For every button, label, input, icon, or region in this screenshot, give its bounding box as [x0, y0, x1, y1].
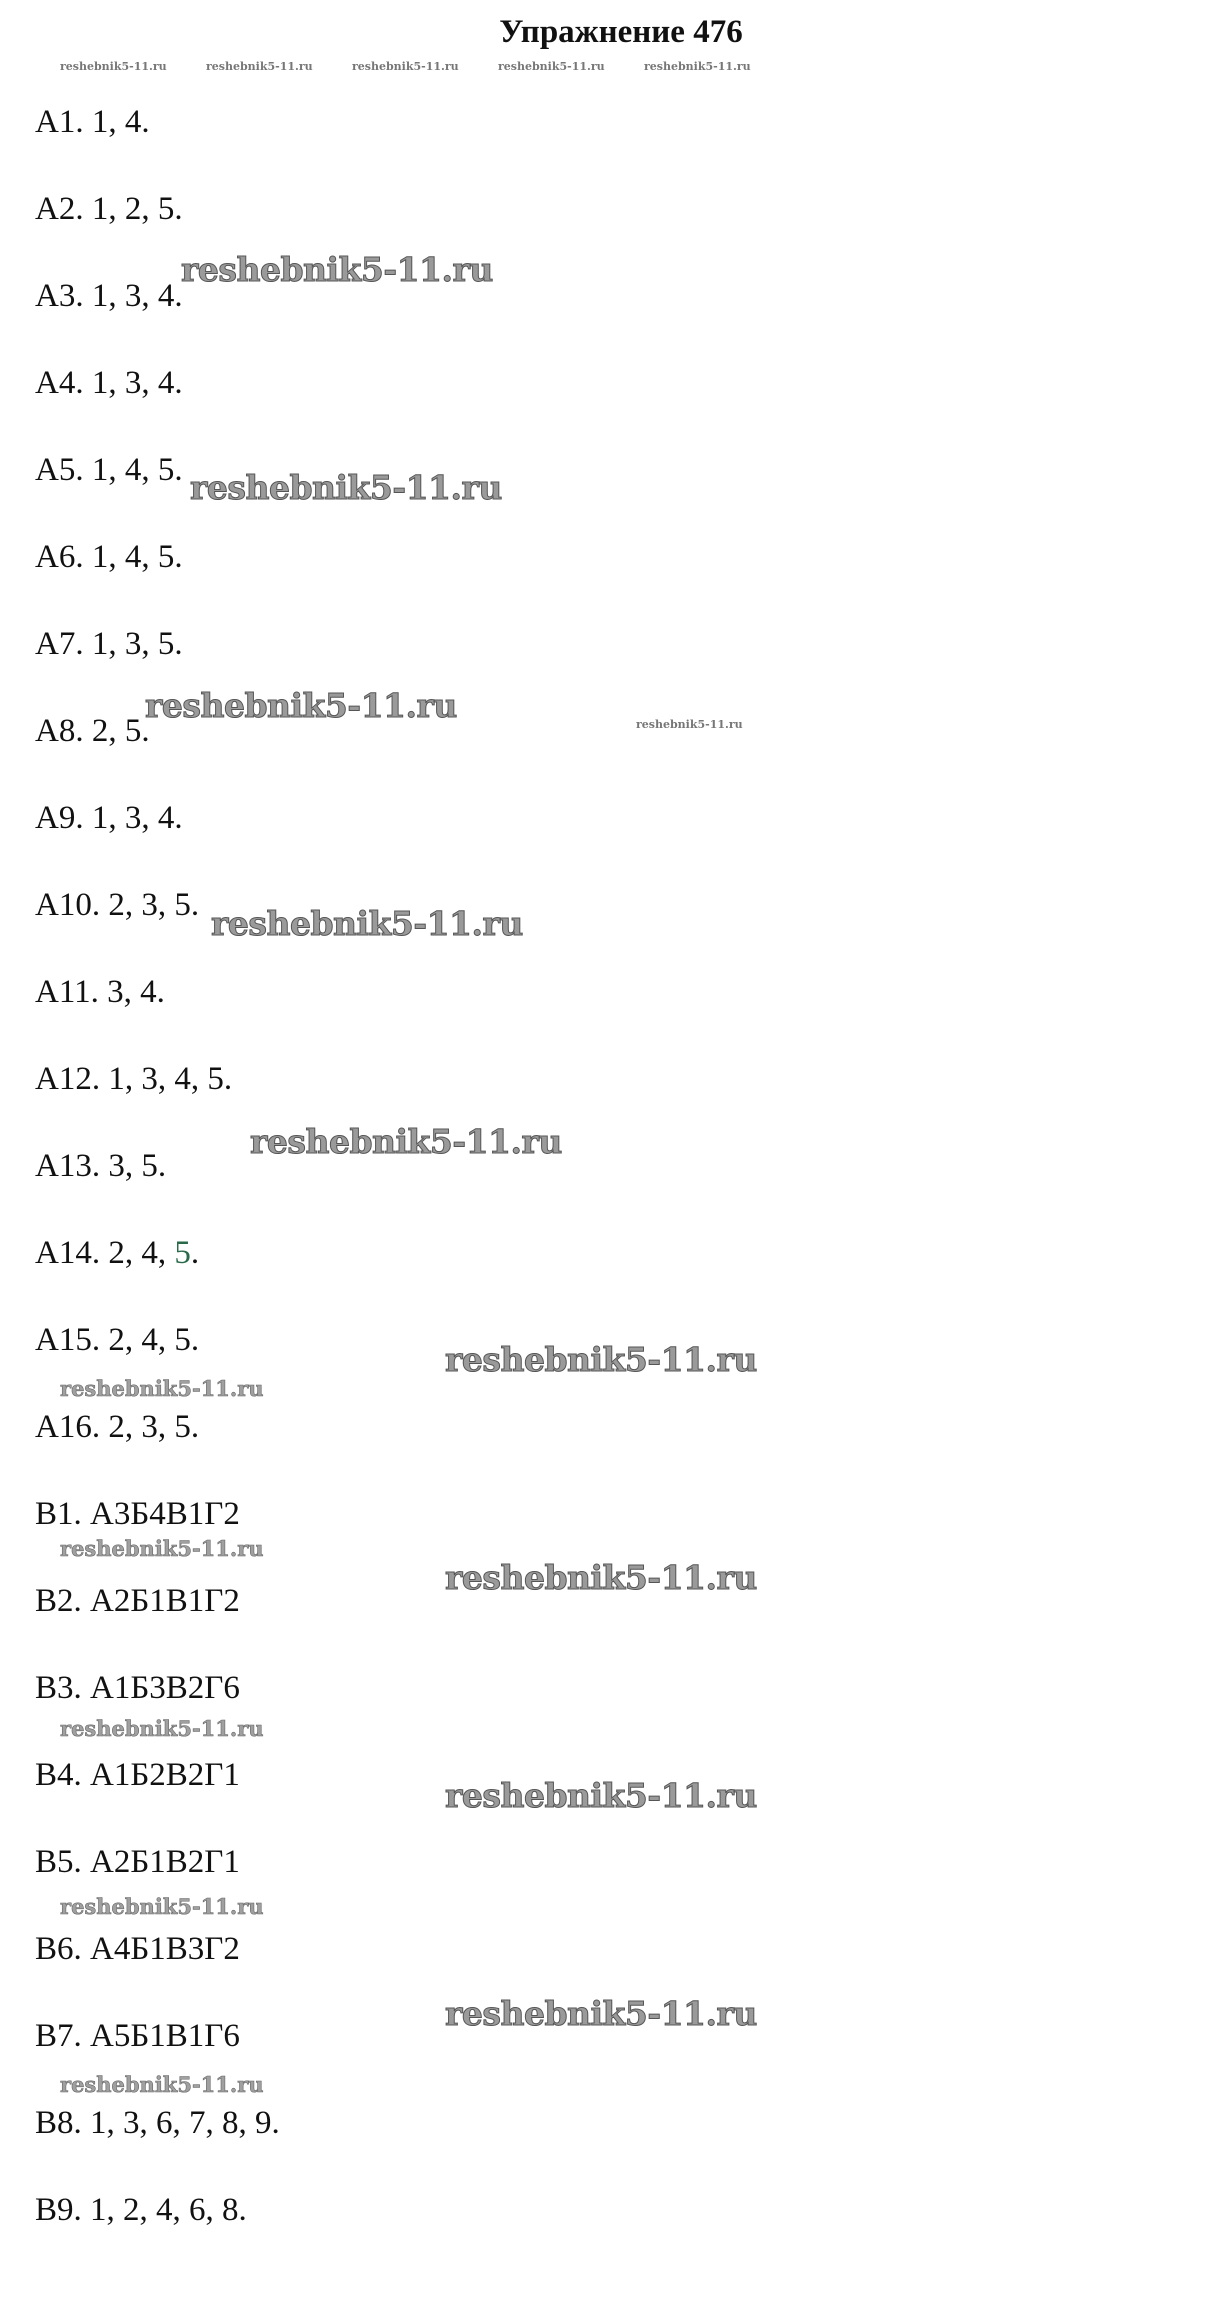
answer-line — [35, 1235, 199, 1272]
answer-line — [35, 104, 150, 141]
watermark-large: reshebnik5-11.ru — [445, 1558, 757, 1597]
answer-text: А10. 2, 3, 5. — [35, 887, 200, 923]
answer-text: А6. 1, 4, 5. — [35, 539, 183, 575]
answer-text: А3. 1, 3, 4. — [35, 278, 183, 314]
watermark-medium: reshebnik5-11.ru — [60, 1894, 264, 1919]
answer-line — [35, 1496, 240, 1533]
watermark-medium: reshebnik5-11.ru — [60, 1376, 264, 1401]
answer-line — [35, 626, 183, 663]
watermark-large: reshebnik5-11.ru — [445, 1776, 757, 1815]
answer-text: В8. 1, 3, 6, 7, 8, 9. — [35, 2105, 280, 2141]
answer-end: . — [190, 1235, 200, 1271]
answer-line — [35, 1670, 240, 1707]
answer-text: В2. А2Б1В1Г2 — [35, 1583, 240, 1619]
watermark-small: reshebnik5-11.ru — [498, 60, 605, 73]
watermark-medium: reshebnik5-11.ru — [60, 1536, 264, 1561]
answer-line — [35, 713, 150, 750]
answer-text: В6. А4Б1В3Г2 — [35, 1931, 240, 1967]
answer-text: В1. А3Б4В1Г2 — [35, 1496, 240, 1532]
watermark-large: reshebnik5-11.ru — [181, 250, 493, 289]
answer-text: А4. 1, 3, 4. — [35, 365, 183, 401]
answer-line — [35, 191, 183, 228]
answer-line — [35, 2018, 240, 2055]
answer-text: А9. 1, 3, 4. — [35, 800, 183, 836]
answer-text: А2. 1, 2, 5. — [35, 191, 183, 227]
answer-line — [35, 2105, 280, 2142]
watermark-small: reshebnik5-11.ru — [644, 60, 751, 73]
answer-line — [35, 1757, 240, 1794]
watermark-large: reshebnik5-11.ru — [445, 1994, 757, 2033]
answer-text: А15. 2, 4, 5. — [35, 1322, 200, 1358]
watermark-large: reshebnik5-11.ru — [211, 904, 523, 943]
answer-line — [35, 974, 165, 1011]
answer-text: А11. 3, 4. — [35, 974, 165, 1010]
watermark-small: reshebnik5-11.ru — [636, 718, 743, 731]
answer-text: А14. 2, 4, — [35, 1235, 175, 1271]
answer-line — [35, 365, 183, 402]
answer-line — [35, 1148, 166, 1185]
watermark-medium: reshebnik5-11.ru — [60, 1716, 264, 1741]
answer-line — [35, 452, 183, 489]
answer-line — [35, 887, 199, 924]
answer-text: В3. А1Б3В2Г6 — [35, 1670, 240, 1706]
answer-text: А12. 1, 3, 4, 5. — [35, 1061, 233, 1097]
watermark-medium: reshebnik5-11.ru — [60, 2072, 264, 2097]
answer-text: В4. А1Б2В2Г1 — [35, 1757, 240, 1793]
answer-text: В5. А2Б1В2Г1 — [35, 1844, 240, 1880]
page-title: Упражнение 476 — [499, 14, 743, 50]
answer-text: А5. 1, 4, 5. — [35, 452, 183, 488]
answer-line — [35, 539, 183, 576]
watermark-large: reshebnik5-11.ru — [190, 468, 502, 507]
answer-line — [35, 2192, 247, 2229]
watermark-small: reshebnik5-11.ru — [60, 60, 167, 73]
watermark-large: reshebnik5-11.ru — [145, 686, 457, 725]
answer-tail: 5 — [174, 1235, 191, 1271]
answer-text: А13. 3, 5. — [35, 1148, 167, 1184]
watermark-large: reshebnik5-11.ru — [445, 1340, 757, 1379]
answer-line — [35, 1583, 240, 1620]
watermark-large: reshebnik5-11.ru — [250, 1122, 562, 1161]
watermark-small: reshebnik5-11.ru — [206, 60, 313, 73]
answer-line — [35, 1931, 240, 1968]
answer-text: В7. А5Б1В1Г6 — [35, 2018, 240, 2054]
answer-text: А7. 1, 3, 5. — [35, 626, 183, 662]
answer-text: В9. 1, 2, 4, 6, 8. — [35, 2192, 247, 2228]
answer-line — [35, 1409, 199, 1446]
answer-line — [35, 1061, 232, 1098]
answer-line — [35, 1844, 240, 1881]
answer-text: А16. 2, 3, 5. — [35, 1409, 200, 1445]
answer-line — [35, 278, 183, 315]
answer-text: А1. 1, 4. — [35, 104, 150, 140]
answer-line — [35, 1322, 199, 1359]
answer-text: А8. 2, 5. — [35, 713, 150, 749]
watermark-small: reshebnik5-11.ru — [352, 60, 459, 73]
answer-line — [35, 800, 183, 837]
